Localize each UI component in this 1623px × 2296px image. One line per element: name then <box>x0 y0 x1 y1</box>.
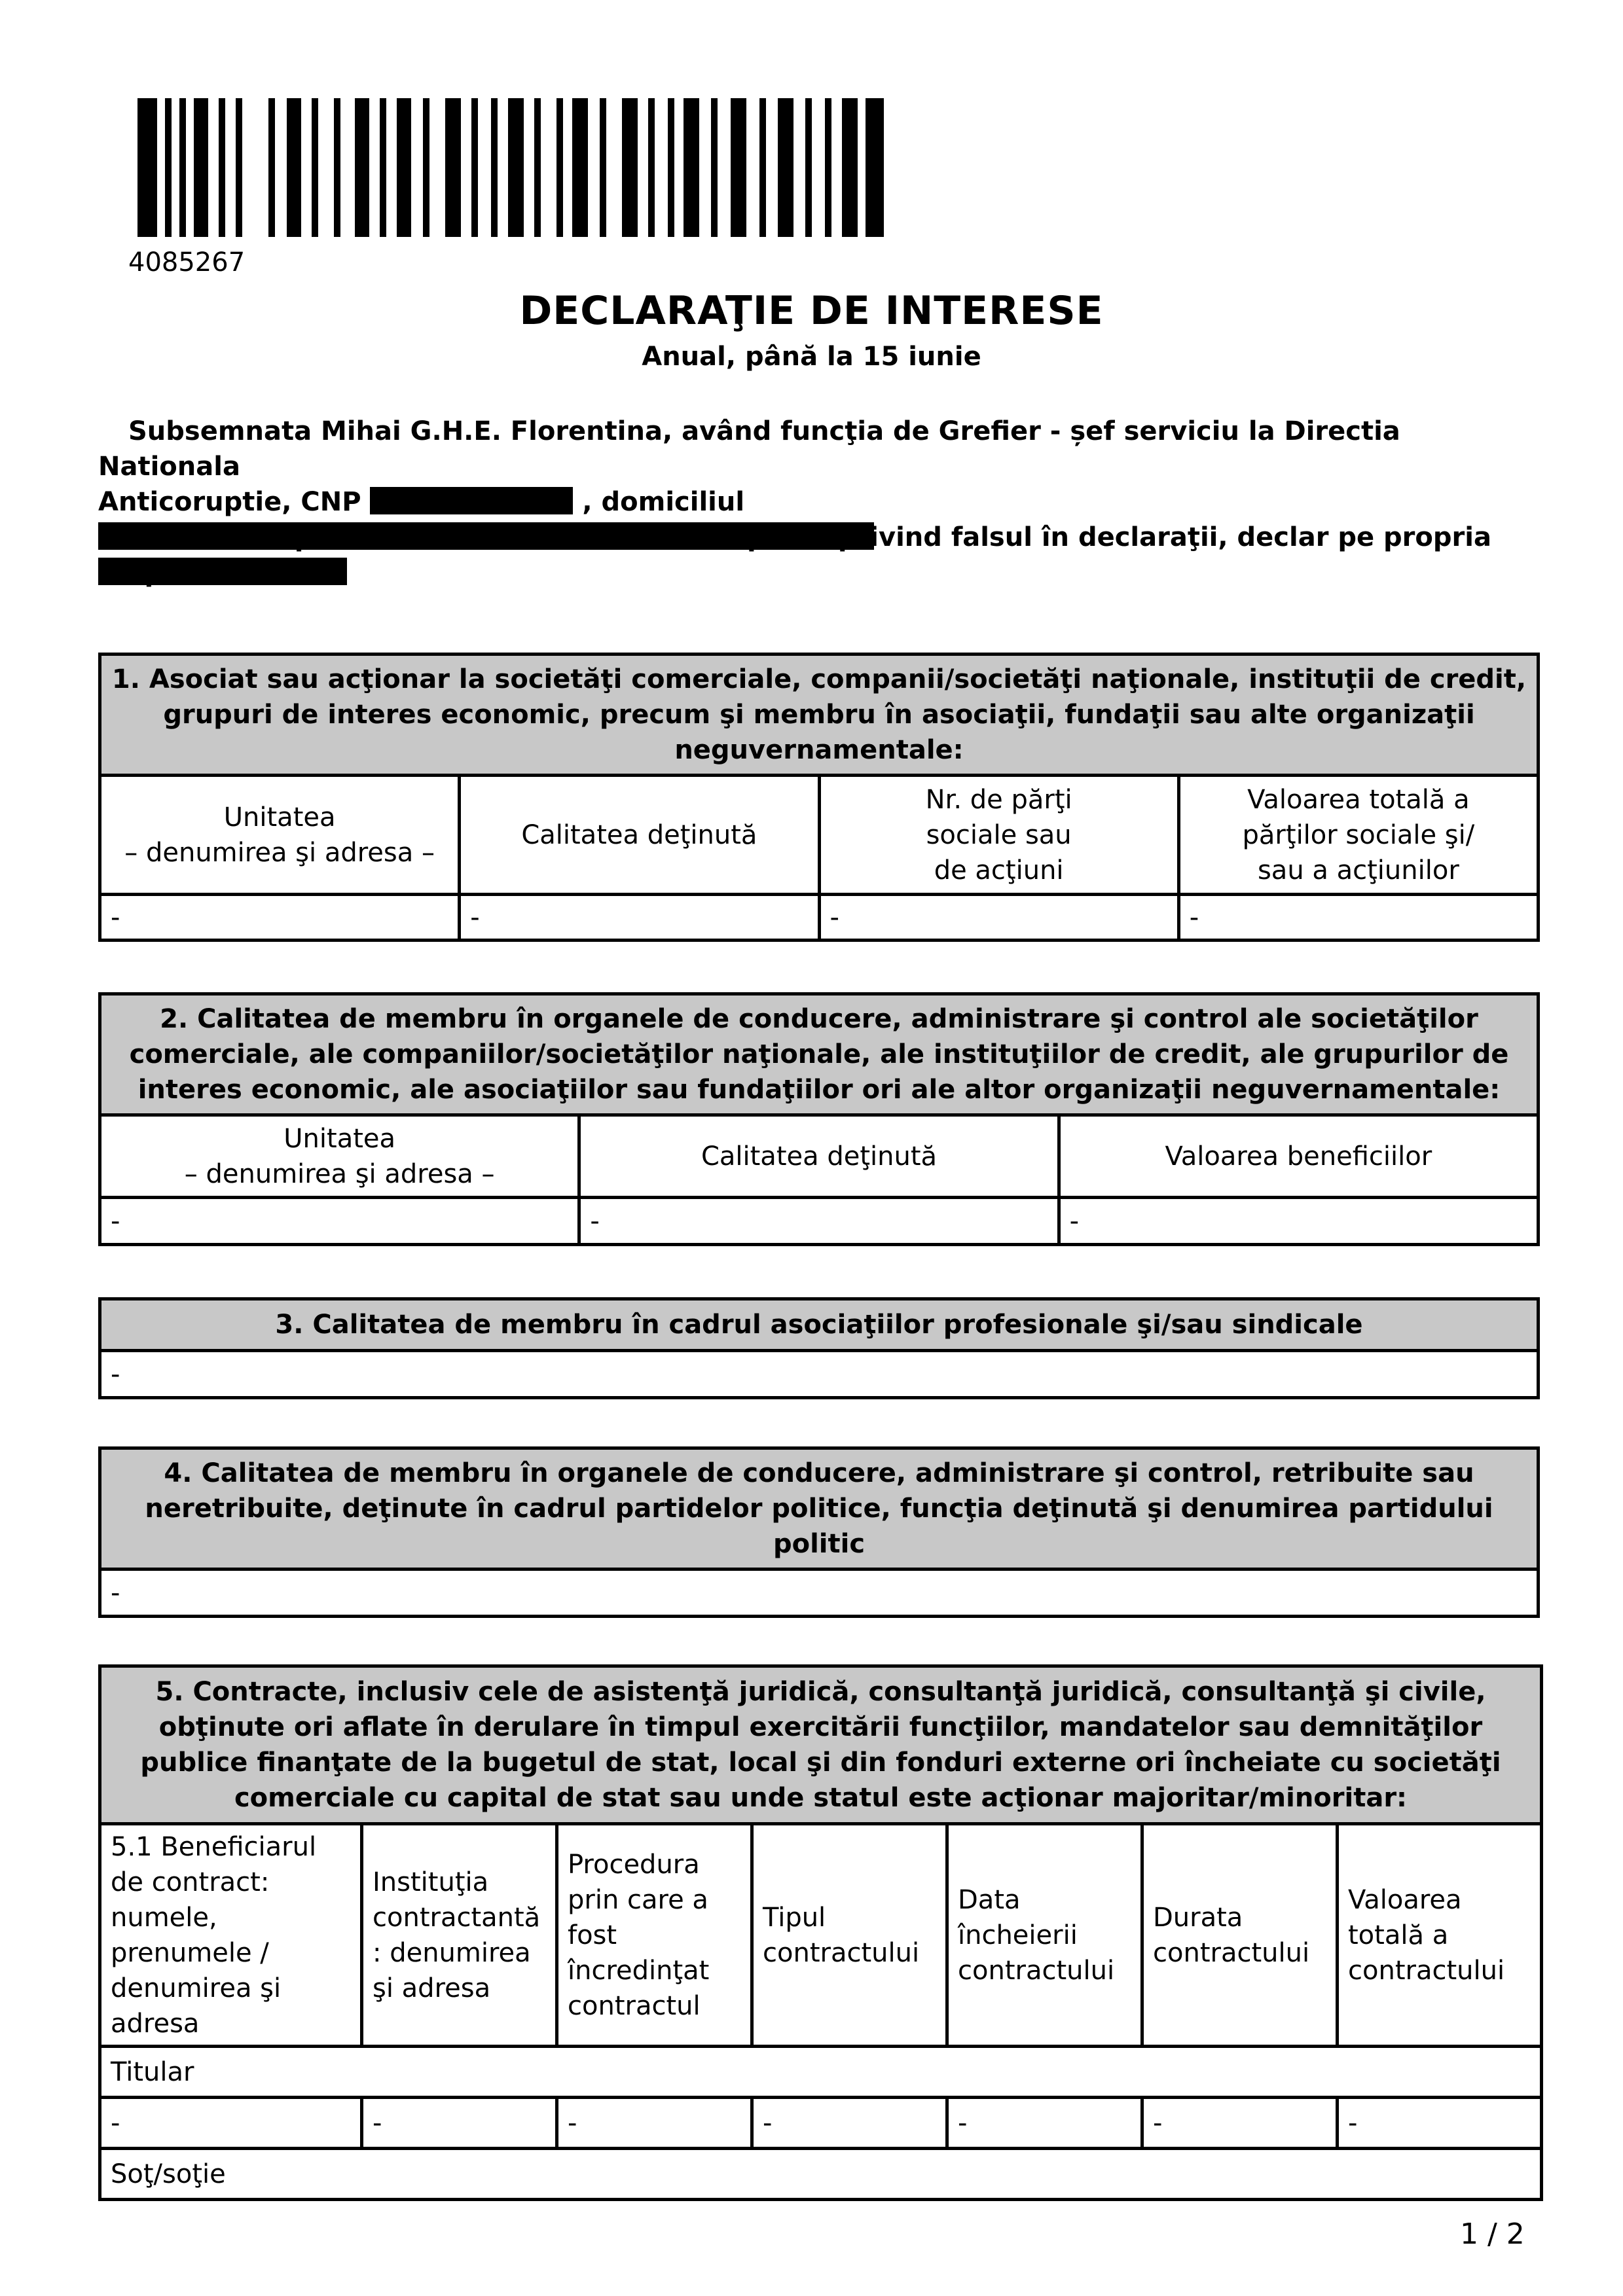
s5-col-tipul: Tipul contractului <box>752 1824 947 2047</box>
s2-col-unitatea: Unitatea – denumirea şi adresa – <box>100 1115 579 1198</box>
s5-col-data: Data încheierii contractului <box>947 1824 1142 2047</box>
s2-cell: - <box>100 1198 579 1245</box>
section-5-title: 5. Contracte, inclusiv cele de asistenţă juridică, consultanţă juridică, consultanţă şi civile, obţinute ori aflate în derulare în timpul exercitării funcţiilor, mandatelor sau demnităţilor publice finanţate de la bugetul de stat, local şi din fonduri externe ori încheiate cu societăţi comerciale cu capital de stat sau unde statul este acţionar majoritar/minoritar: <box>100 1666 1542 1824</box>
intro-cnp-label: Anticoruptie, CNP <box>98 487 361 517</box>
document-title: DECLARAŢIE DE INTERESE <box>519 288 1104 334</box>
s5-col-valoarea: Valoarea totală a contractului <box>1338 1824 1542 2047</box>
s5-cell: - <box>752 2098 947 2149</box>
s1-cell: - <box>819 895 1178 941</box>
s5-cell: - <box>362 2098 557 2149</box>
section-1-table <box>98 653 1540 942</box>
s5-cell: - <box>1142 2098 1338 2149</box>
s5-cell: - <box>947 2098 1142 2149</box>
s5-titular-label: Titular <box>100 2047 1542 2098</box>
redacted-cnp <box>370 487 573 514</box>
section-3-table <box>98 1297 1540 1399</box>
s1-col-nr-parti: Nr. de părţi sociale sau de acţiuni <box>819 776 1178 895</box>
s1-col-valoarea: Valoarea totală a părţilor sociale şi/ sau a acţiunilor <box>1178 776 1538 895</box>
intro-line1: Subsemnata Mihai G.H.E. Florentina, având funcţia de Grefier - șef serviciu la Directia Nationala <box>98 416 1400 482</box>
s1-cell: - <box>460 895 819 941</box>
section-1-title: 1. Asociat sau acţionar la societăţi comerciale, companii/societăţi naţionale, instituţii de credit, grupuri de interes economic, precum şi membru în asociaţii, fundaţii sau alte organizaţii neguvernamentale: <box>100 655 1539 776</box>
s5-col-procedura: Procedura prin care a fost încredinţat contractul <box>557 1824 752 2047</box>
section-5-table <box>98 1664 1543 2201</box>
s5-col-durata: Durata contractului <box>1142 1824 1338 2047</box>
section-2-title: 2. Calitatea de membru în organele de conducere, administrare şi control ale societăţilor comerciale, ale companiilor/societăţilor naţionale, ale instituţiilor de credit, ale grupurilor de interes economic, ale asociaţiilor sau fundaţiilor ori ale altor organizaţii neguvernamentale: <box>100 994 1539 1115</box>
barcode <box>137 98 884 237</box>
s3-cell: - <box>100 1351 1539 1398</box>
s5-cell: - <box>1338 2098 1542 2149</box>
s2-col-calitatea: Calitatea deţinută <box>579 1115 1059 1198</box>
intro-declaration <box>98 520 1525 590</box>
s5-col-institutia: Instituţia contractantă : denumirea şi adresa <box>362 1824 557 2047</box>
s2-cell: - <box>1059 1198 1538 1245</box>
s4-cell: - <box>100 1570 1539 1617</box>
s5-col-beneficiar: 5.1 Beneficiarul de contract: numele, prenumele / denumirea şi adresa <box>100 1824 362 2047</box>
intro-domiciliu-label: , domiciliul <box>582 487 745 517</box>
s1-col-calitatea: Calitatea deţinută <box>460 776 819 895</box>
s2-col-valoarea-beneficiilor: Valoarea beneficiilor <box>1059 1115 1538 1198</box>
s5-cell: - <box>100 2098 362 2149</box>
s2-cell: - <box>579 1198 1059 1245</box>
page-number: 1 / 2 <box>1460 2217 1525 2251</box>
barcode-number: 4085267 <box>128 247 246 278</box>
s5-sot-label: Soţ/soţie <box>100 2149 1542 2200</box>
section-3-title: 3. Calitatea de membru în cadrul asociaţiilor profesionale şi/sau sindicale <box>100 1299 1539 1351</box>
document-subtitle: Anual, până la 15 iunie <box>642 342 981 372</box>
s1-cell: - <box>1178 895 1538 941</box>
section-4-title: 4. Calitatea de membru în organele de conducere, administrare şi control, retribuite sau neretribuite, deţinute în cadrul partidelor politice, funcţia deţinută şi denumirea partidului politic <box>100 1448 1539 1570</box>
s5-cell: - <box>557 2098 752 2149</box>
s1-cell: - <box>100 895 460 941</box>
section-2-table <box>98 992 1540 1246</box>
intro-para2: cunoscând prevederile art. 292 din Codul penal privind falsul în declaraţii, declar pe propria răspundere: <box>98 522 1491 588</box>
s1-col-unitatea: Unitatea – denumirea şi adresa – <box>100 776 460 895</box>
section-4-table <box>98 1446 1540 1618</box>
